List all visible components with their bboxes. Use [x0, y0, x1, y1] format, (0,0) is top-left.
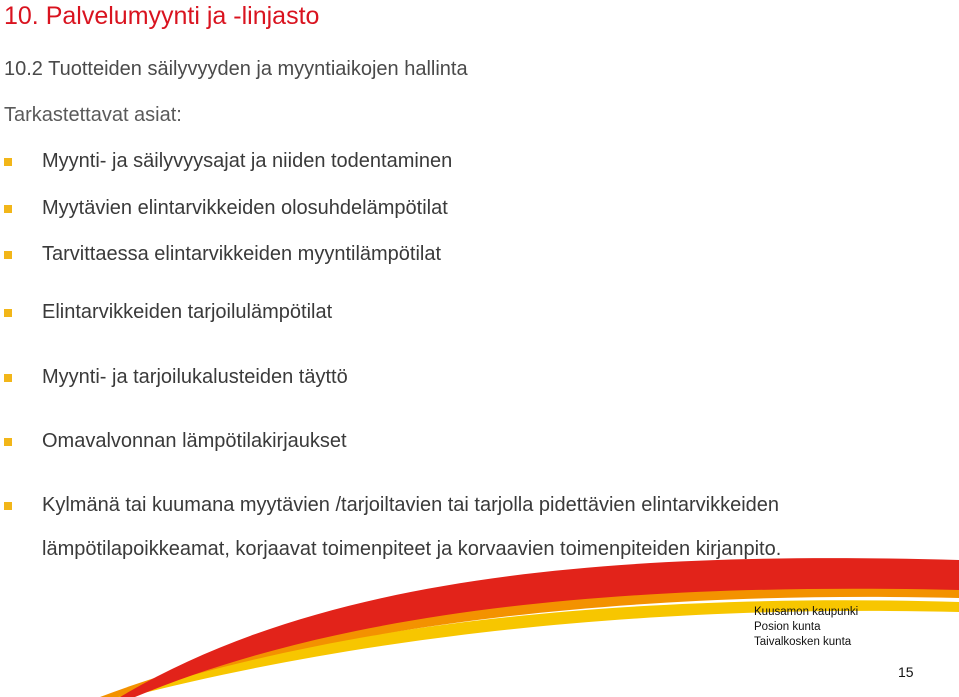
bullet-text: Myynti- ja säilyvyysajat ja niiden todentaminen [42, 150, 453, 172]
slide-title: 10. Palvelumyynti ja -linjasto [4, 2, 320, 30]
square-bullet-icon [4, 502, 12, 510]
square-bullet-icon [4, 251, 12, 259]
bullet-text: Omavalvonnan lämpötilakirjaukset [42, 430, 347, 452]
bullet-text: Tarvittaessa elintarvikkeiden myyntilämpötilat [42, 243, 442, 265]
bullet-text: Myynti- ja tarjoilukalusteiden täyttö [42, 366, 348, 388]
square-bullet-icon [4, 438, 12, 446]
municipality-name: Taivalkosken kunta [754, 636, 852, 648]
municipality-list [754, 605, 858, 650]
municipality-name: Kuusamon kaupunki [754, 606, 859, 618]
page-number: 15 [898, 664, 914, 680]
bullet-continuation: lämpötilapoikkeamat, korjaavat toimenpiteet ja korvaavien toimenpiteiden kirjanpito. [42, 538, 782, 560]
square-bullet-icon [4, 158, 12, 166]
square-bullet-icon [4, 309, 12, 317]
section-heading: Tarkastettavat asiat: [4, 104, 182, 126]
slide-subtitle: 10.2 Tuotteiden säilyvyyden ja myyntiaikojen hallinta [4, 58, 468, 80]
municipality-name: Posion kunta [754, 621, 821, 633]
bullet-text: Myytävien elintarvikkeiden olosuhdelämpötilat [42, 197, 448, 219]
square-bullet-icon [4, 205, 12, 213]
bullet-text: Elintarvikkeiden tarjoilulämpötilat [42, 301, 333, 323]
bullet-text: Kylmänä tai kuumana myytävien /tarjoiltavien tai tarjolla pidettävien elintarvikkeiden [42, 494, 780, 516]
square-bullet-icon [4, 374, 12, 382]
